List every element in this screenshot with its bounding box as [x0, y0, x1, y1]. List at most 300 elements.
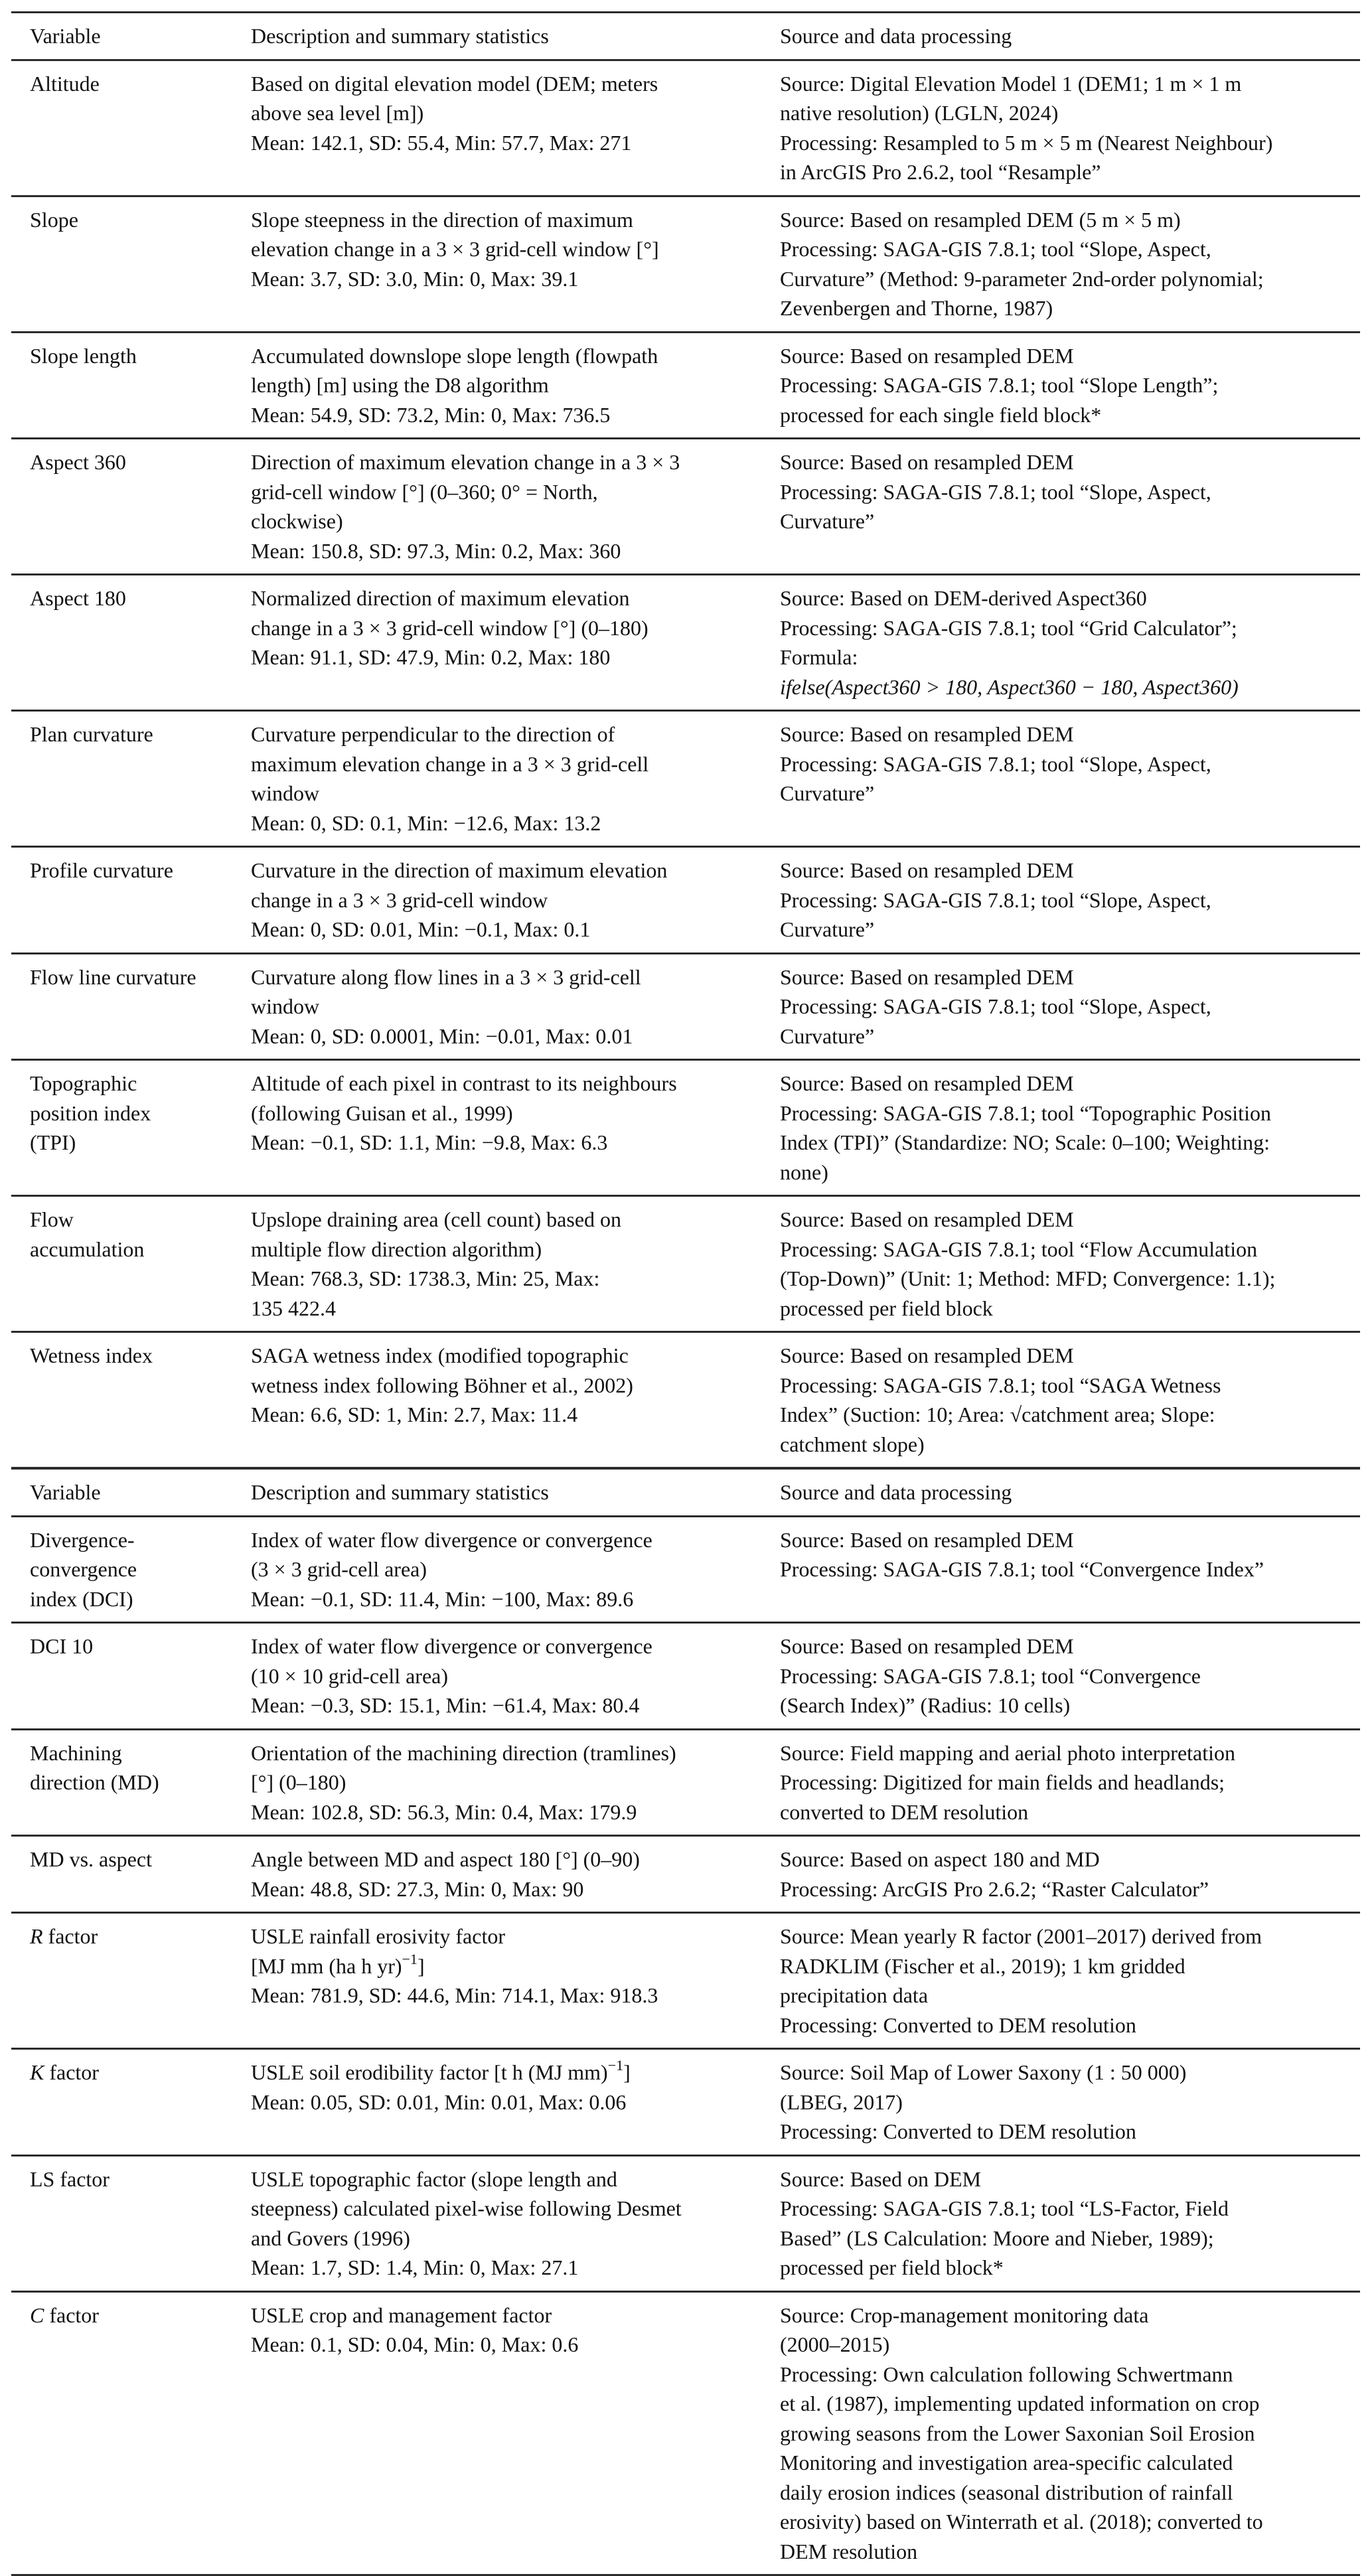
description-line — [251, 1981, 755, 2010]
description-line — [251, 506, 755, 536]
description-text: multiple flow direction algorithm) — [251, 1237, 542, 1261]
source-line: et al. (1987), implementing updated information on crop — [780, 2391, 1260, 2415]
source-line: Source: Based on resampled DEM — [780, 1343, 1074, 1367]
source-line: Curvature” — [780, 1023, 875, 1048]
description-text: Mean: 6.6, SD: 1, Min: 2.7, Max: 11.4 — [251, 1402, 578, 1426]
variable-cell — [11, 1332, 232, 1468]
description-line — [251, 808, 755, 838]
table-row — [11, 196, 1360, 332]
description-cell — [232, 953, 761, 1060]
source-line: Monitoring and investigation area-specific calculated — [780, 2451, 1233, 2474]
variable-name-line — [30, 2301, 226, 2330]
description-line — [251, 128, 755, 158]
variable-name-line: Topographic — [30, 1071, 137, 1095]
description-line — [251, 2253, 755, 2283]
description-line — [251, 1922, 755, 1951]
description-line — [251, 1264, 755, 1294]
table-row — [11, 1332, 1360, 1468]
description-text: Mean: −0.1, SD: 1.1, Min: −9.8, Max: 6.3 — [251, 1130, 608, 1154]
variable-name-line — [30, 1922, 226, 1951]
description-text: Slope steepness in the direction of maximum — [251, 207, 633, 232]
table-row — [11, 1913, 1360, 2049]
source-cell — [761, 332, 1360, 439]
source-line: converted to DEM resolution — [780, 1799, 1029, 1824]
description-line — [251, 2058, 755, 2087]
description-cell — [232, 1516, 761, 1623]
source-line: Processing: Converted to DEM resolution — [780, 2119, 1136, 2143]
table-row — [11, 332, 1360, 439]
description-line — [251, 264, 755, 294]
source-line: Curvature” — [780, 509, 875, 533]
description-line — [251, 2224, 755, 2253]
description-line — [251, 477, 755, 507]
variable-cell — [11, 1196, 232, 1332]
variable-cell — [11, 439, 232, 575]
variable-cell — [11, 847, 232, 954]
table-row — [11, 1060, 1360, 1196]
source-line: RADKLIM (Fischer et al., 2019); 1 km gridded — [780, 1953, 1185, 1978]
description-cell — [232, 332, 761, 439]
source-line: Source: Mean yearly R factor (2001–2017) derived from — [780, 1924, 1262, 1948]
description-text: USLE crop and management factor — [251, 2303, 552, 2327]
source-line: Processing: SAGA-GIS 7.8.1; tool “LS-Factor, Field — [780, 2196, 1229, 2220]
variable-cell — [11, 2155, 232, 2291]
source-line: Source: Based on resampled DEM — [780, 964, 1074, 989]
variable-cell — [11, 332, 232, 439]
source-cell — [761, 953, 1360, 1060]
source-line: Processing: SAGA-GIS 7.8.1; tool “Slope Length”; — [780, 373, 1219, 397]
variable-name-line: Divergence- — [30, 1527, 135, 1552]
variable-cell — [11, 60, 232, 196]
description-line — [251, 915, 755, 945]
variable-name-line: direction (MD) — [30, 1770, 159, 1794]
variable-cell — [11, 1060, 232, 1196]
description-text: elevation change in a 3 × 3 grid-cell window [°] — [251, 237, 659, 261]
source-line: Processing: SAGA-GIS 7.8.1; tool “Slope, Aspect, — [780, 994, 1211, 1018]
description-text: Mean: 48.8, SD: 27.3, Min: 0, Max: 90 — [251, 1876, 584, 1901]
description-line — [251, 1099, 755, 1128]
variable-name-rest: factor — [44, 2303, 99, 2327]
description-text: Mean: 3.7, SD: 3.0, Min: 0, Max: 39.1 — [251, 266, 579, 291]
description-text: Mean: 91.1, SD: 47.9, Min: 0.2, Max: 180 — [251, 645, 611, 669]
table-body — [11, 60, 1360, 1468]
source-cell — [761, 2291, 1360, 2575]
description-line — [251, 370, 755, 400]
description-text: Curvature perpendicular to the direction of — [251, 722, 615, 746]
source-cell — [761, 575, 1360, 711]
source-line: none) — [780, 1160, 828, 1184]
source-line: Processing: SAGA-GIS 7.8.1; tool “SAGA Wetness — [780, 1373, 1221, 1397]
source-line: Processing: ArcGIS Pro 2.6.2; “Raster Calculator” — [780, 1876, 1209, 1901]
variable-name-line: (TPI) — [30, 1130, 76, 1154]
source-line: DEM resolution — [780, 2539, 918, 2563]
description-text: Accumulated downslope slope length (flowpath — [251, 343, 658, 368]
source-line: Processing: SAGA-GIS 7.8.1; tool “Convergence Index” — [780, 1557, 1264, 1581]
source-line: (2000–2015) — [780, 2332, 890, 2356]
description-line — [251, 856, 755, 885]
source-line: Source: Based on resampled DEM — [780, 1207, 1074, 1231]
unit-bracket: ] — [417, 1953, 425, 1978]
description-cell — [232, 1623, 761, 1730]
header-variable: Variable — [30, 24, 101, 48]
table-row — [11, 1516, 1360, 1623]
description-text: Upslope draining area (cell count) based on — [251, 1207, 622, 1231]
table-header-row — [11, 1469, 1360, 1517]
source-line: Processing: Digitized for main fields and headlands; — [780, 1770, 1225, 1794]
table-row — [11, 575, 1360, 711]
description-text: and Govers (1996) — [251, 2226, 410, 2250]
description-cell — [232, 1332, 761, 1468]
table-row — [11, 2291, 1360, 2575]
description-line — [251, 98, 755, 128]
source-cell — [761, 1623, 1360, 1730]
description-line — [251, 341, 755, 371]
description-text: Mean: −0.1, SD: 11.4, Min: −100, Max: 89.6 — [251, 1586, 634, 1611]
source-cell — [761, 1060, 1360, 1196]
description-line — [251, 205, 755, 235]
variable-symbol: R — [30, 1924, 43, 1948]
description-text: window — [251, 781, 320, 805]
description-line — [251, 1341, 755, 1371]
source-line: Source: Based on aspect 180 and MD — [780, 1847, 1100, 1871]
description-line — [251, 2330, 755, 2360]
source-cell — [761, 1196, 1360, 1332]
source-cell — [761, 711, 1360, 847]
source-line: growing seasons from the Lower Saxonian Soil Erosion — [780, 2421, 1255, 2445]
description-line — [251, 2301, 755, 2330]
variable-cell — [11, 575, 232, 711]
description-line — [251, 720, 755, 749]
source-cell — [761, 196, 1360, 332]
description-cell — [232, 575, 761, 711]
variable-name-line: position index — [30, 1100, 151, 1125]
source-cell — [761, 1913, 1360, 2049]
description-text: Mean: 0.1, SD: 0.04, Min: 0, Max: 0.6 — [251, 2332, 579, 2356]
source-line: processed per field block — [780, 1296, 993, 1320]
description-line — [251, 962, 755, 992]
variable-cell — [11, 1836, 232, 1913]
source-line: Formula: — [780, 645, 858, 669]
variable-symbol: C — [30, 2303, 44, 2327]
source-line: Processing: Resampled to 5 m × 5 m (Nearest Neighbour) — [780, 130, 1273, 155]
table-row — [11, 1623, 1360, 1730]
description-line — [251, 400, 755, 430]
variable-name-line: accumulation — [30, 1237, 145, 1261]
source-line: in ArcGIS Pro 2.6.2, tool “Resample” — [780, 160, 1101, 184]
description-line — [251, 1797, 755, 1827]
source-cell — [761, 2155, 1360, 2291]
description-text: USLE rainfall erosivity factor — [251, 1924, 505, 1948]
source-cell — [761, 2049, 1360, 2156]
source-cell — [761, 1729, 1360, 1836]
description-line — [251, 583, 755, 613]
source-line: Curvature” — [780, 781, 875, 805]
source-line: Curvature” (Method: 9-parameter 2nd-order polynomial; — [780, 266, 1264, 291]
description-line — [251, 1768, 755, 1797]
description-line — [251, 2164, 755, 2194]
source-line: (Search Index)” (Radius: 10 cells) — [780, 1693, 1071, 1717]
source-line: daily erosion indices (seasonal distribution of rainfall — [780, 2480, 1233, 2504]
source-line: Source: Soil Map of Lower Saxony (1 : 50 000) — [780, 2060, 1187, 2084]
source-cell — [761, 439, 1360, 575]
header-description: Description and summary statistics — [251, 24, 549, 48]
source-cell — [761, 60, 1360, 196]
description-line — [251, 1205, 755, 1235]
source-line: Processing: SAGA-GIS 7.8.1; tool “Topographic Position — [780, 1100, 1271, 1125]
table-row — [11, 711, 1360, 847]
variable-name-line: Machining — [30, 1740, 122, 1765]
variable-name-line: Slope — [30, 207, 78, 232]
description-line — [251, 779, 755, 808]
variable-cell — [11, 1516, 232, 1623]
source-line: Source: Digital Elevation Model 1 (DEM1; 1 m × 1 m — [780, 71, 1242, 96]
table-header-row — [11, 13, 1360, 60]
source-cell — [761, 1332, 1360, 1468]
source-cell — [761, 847, 1360, 954]
variable-name-line: Flow line curvature — [30, 964, 196, 989]
description-line — [251, 1294, 755, 1324]
description-cell — [232, 711, 761, 847]
description-text: steepness) calculated pixel-wise following Desmet — [251, 2196, 682, 2220]
variable-cell — [11, 2049, 232, 2156]
description-text: Mean: 0.05, SD: 0.01, Min: 0.01, Max: 0.06 — [251, 2089, 627, 2114]
source-line: Source: Based on resampled DEM — [780, 1634, 1074, 1658]
variable-cell — [11, 1729, 232, 1836]
description-text: maximum elevation change in a 3 × 3 grid-cell — [251, 751, 649, 776]
header-source: Source and data processing — [780, 1480, 1012, 1504]
source-line: Zevenbergen and Thorne, 1987) — [780, 296, 1053, 320]
variable-name-line: Aspect 180 — [30, 586, 126, 610]
variable-cell — [11, 953, 232, 1060]
description-text: change in a 3 × 3 grid-cell window — [251, 887, 548, 912]
variable-name-line: Wetness index — [30, 1343, 153, 1367]
source-line: Source: Based on DEM — [780, 2166, 982, 2191]
description-text: grid-cell window [°] (0–360; 0° = North, — [251, 479, 598, 504]
description-text: Mean: 0, SD: 0.01, Min: −0.1, Max: 0.1 — [251, 917, 591, 941]
variable-name-line — [30, 2058, 226, 2087]
description-text: Mean: 0, SD: 0.0001, Min: −0.01, Max: 0.01 — [251, 1023, 633, 1048]
table-body — [11, 1516, 1360, 2575]
description-text: Mean: 1.7, SD: 1.4, Min: 0, Max: 27.1 — [251, 2255, 579, 2279]
variable-cell — [11, 1913, 232, 2049]
description-line — [251, 1631, 755, 1661]
description-text: Mean: 54.9, SD: 73.2, Min: 0, Max: 736.5 — [251, 402, 611, 427]
description-text: Curvature along flow lines in a 3 × 3 grid-cell — [251, 964, 641, 989]
description-text: Normalized direction of maximum elevation — [251, 586, 630, 610]
description-cell — [232, 1836, 761, 1913]
source-line: Processing: Own calculation following Schwertmann — [780, 2362, 1233, 2386]
source-line: Source: Based on resampled DEM — [780, 722, 1074, 746]
variable-name-line: Aspect 360 — [30, 450, 126, 474]
description-line — [251, 613, 755, 643]
description-text: 135 422.4 — [251, 1296, 336, 1320]
source-line: native resolution) (LGLN, 2024) — [780, 101, 1059, 125]
description-text: Angle between MD and aspect 180 [°] (0–90) — [251, 1847, 640, 1871]
table-row — [11, 1729, 1360, 1836]
description-cell — [232, 1060, 761, 1196]
description-line — [251, 2194, 755, 2224]
source-line: Source: Based on resampled DEM — [780, 858, 1074, 882]
source-line: Source: Based on resampled DEM — [780, 1071, 1074, 1095]
description-line — [251, 885, 755, 915]
description-cell — [232, 2049, 761, 2156]
variable-name-line: DCI 10 — [30, 1634, 94, 1658]
source-line: Processing: SAGA-GIS 7.8.1; tool “Convergence — [780, 1663, 1201, 1688]
description-text: Mean: 768.3, SD: 1738.3, Min: 25, Max: — [251, 1266, 600, 1290]
description-cell — [232, 1729, 761, 1836]
description-text: Altitude of each pixel in contrast to its neighbours — [251, 1071, 677, 1095]
description-text: SAGA wetness index (modified topographic — [251, 1343, 629, 1367]
table-row — [11, 60, 1360, 196]
variable-name-line: Slope length — [30, 343, 137, 368]
description-cell — [232, 847, 761, 954]
description-line — [251, 643, 755, 672]
description-line — [251, 1235, 755, 1264]
source-line: Based” (LS Calculation: Moore and Nieber, 1989); — [780, 2226, 1214, 2250]
description-text: (3 × 3 grid-cell area) — [251, 1557, 427, 1581]
description-text: (10 × 10 grid-cell area) — [251, 1663, 449, 1688]
description-line — [251, 749, 755, 779]
description-text: USLE soil erodibility factor [t h (MJ mm) — [251, 2060, 608, 2084]
source-line: Index” (Suction: 10; Area: √catchment area; Slope: — [780, 1402, 1215, 1426]
source-line: Source: Crop-management monitoring data — [780, 2303, 1149, 2327]
header-description: Description and summary statistics — [251, 1480, 549, 1504]
description-text: [MJ mm (ha h yr) — [251, 1953, 402, 1978]
table-row — [11, 2155, 1360, 2291]
source-cell — [761, 1836, 1360, 1913]
description-line — [251, 1400, 755, 1430]
description-line — [251, 1874, 755, 1904]
source-line: Index (TPI)” (Standardize: NO; Scale: 0–100; Weighting: — [780, 1130, 1270, 1154]
description-text: length) [m] using the D8 algorithm — [251, 373, 549, 397]
source-line: erosivity) based on Winterrath et al. (2018); converted to — [780, 2510, 1263, 2534]
source-line: Source: Based on resampled DEM — [780, 450, 1074, 474]
description-text: Based on digital elevation model (DEM; meters — [251, 71, 658, 96]
source-line: Curvature” — [780, 917, 875, 941]
variable-name-line: MD vs. aspect — [30, 1847, 152, 1871]
source-line: Processing: SAGA-GIS 7.8.1; tool “Slope, Aspect, — [780, 751, 1211, 776]
description-line — [251, 1554, 755, 1584]
description-text: wetness index following Böhner et al., 2002) — [251, 1373, 633, 1397]
description-text: Mean: −0.3, SD: 15.1, Min: −61.4, Max: 80.4 — [251, 1693, 640, 1717]
unit-exponent: −1 — [607, 2057, 624, 2074]
source-line: Processing: SAGA-GIS 7.8.1; tool “Slope, Aspect, — [780, 237, 1211, 261]
description-text: Index of water flow divergence or convergence — [251, 1527, 652, 1552]
description-line — [251, 1371, 755, 1401]
description-cell — [232, 2291, 761, 2575]
header-variable: Variable — [30, 1480, 101, 1504]
description-text: Direction of maximum elevation change in a 3 × 3 — [251, 450, 680, 474]
variable-name-rest: factor — [44, 2060, 99, 2084]
variable-name-line: Plan curvature — [30, 722, 153, 746]
description-line — [251, 1128, 755, 1158]
variables-table-part-1 — [11, 11, 1360, 1469]
description-cell — [232, 196, 761, 332]
description-text: above sea level [m]) — [251, 101, 424, 125]
description-line — [251, 536, 755, 566]
description-line — [251, 1022, 755, 1051]
table-row — [11, 439, 1360, 575]
description-text: Mean: 150.8, SD: 97.3, Min: 0.2, Max: 360 — [251, 538, 621, 563]
description-line — [251, 992, 755, 1022]
variable-cell — [11, 2291, 232, 2575]
description-text: change in a 3 × 3 grid-cell window [°] (0–180) — [251, 615, 648, 640]
table-row — [11, 847, 1360, 954]
description-line — [251, 1584, 755, 1614]
description-line — [251, 69, 755, 99]
description-line — [251, 234, 755, 264]
description-text: Index of water flow divergence or convergence — [251, 1634, 652, 1658]
source-cell — [761, 1516, 1360, 1623]
variable-name-line: Altitude — [30, 71, 100, 96]
source-line: (LBEG, 2017) — [780, 2089, 903, 2114]
description-text: [°] (0–180) — [251, 1770, 346, 1794]
header-source: Source and data processing — [780, 24, 1012, 48]
variable-name-line: index (DCI) — [30, 1586, 133, 1611]
description-cell — [232, 1913, 761, 2049]
description-cell — [232, 1196, 761, 1332]
source-line: processed for each single field block* — [780, 402, 1102, 427]
description-text: USLE topographic factor (slope length and — [251, 2166, 617, 2191]
variables-table-part-2 — [11, 1468, 1360, 2576]
source-line: Source: Based on resampled DEM (5 m × 5 m) — [780, 207, 1181, 232]
description-text: Curvature in the direction of maximum elevation — [251, 858, 668, 882]
variable-cell — [11, 711, 232, 847]
source-line: (Top-Down)” (Unit: 1; Method: MFD; Convergence: 1.1); — [780, 1266, 1276, 1290]
source-line: Source: Field mapping and aerial photo interpretation — [780, 1740, 1236, 1765]
description-text: Mean: 142.1, SD: 55.4, Min: 57.7, Max: 271 — [251, 130, 632, 155]
source-line: precipitation data — [780, 1983, 929, 2007]
description-line — [251, 447, 755, 477]
description-text: window — [251, 994, 320, 1018]
source-line: Processing: SAGA-GIS 7.8.1; tool “Grid Calculator”; — [780, 615, 1237, 640]
variable-cell — [11, 1623, 232, 1730]
unit-bracket: ] — [623, 2060, 631, 2084]
source-line: catchment slope) — [780, 1432, 925, 1456]
description-line — [251, 1951, 755, 1981]
variable-name-line: LS factor — [30, 2166, 110, 2191]
table-row — [11, 2049, 1360, 2156]
source-line: Processing: Converted to DEM resolution — [780, 2012, 1136, 2037]
description-text: Mean: 0, SD: 0.1, Min: −12.6, Max: 13.2 — [251, 810, 601, 835]
table-row — [11, 953, 1360, 1060]
description-line — [251, 1845, 755, 1874]
variable-name-rest: factor — [42, 1924, 98, 1948]
source-line: Processing: SAGA-GIS 7.8.1; tool “Slope, Aspect, — [780, 887, 1211, 912]
variable-symbol: K — [30, 2060, 44, 2084]
variable-cell — [11, 196, 232, 332]
description-cell — [232, 2155, 761, 2291]
source-line: Processing: SAGA-GIS 7.8.1; tool “Flow Accumulation — [780, 1237, 1258, 1261]
source-line: processed per field block* — [780, 2255, 1004, 2279]
unit-exponent: −1 — [402, 1950, 418, 1967]
source-line: Source: Based on resampled DEM — [780, 1527, 1074, 1552]
description-text: Orientation of the machining direction (tramlines) — [251, 1740, 676, 1765]
variable-name-line: Profile curvature — [30, 858, 173, 882]
description-line — [251, 1691, 755, 1720]
description-cell — [232, 60, 761, 196]
description-line — [251, 1525, 755, 1555]
variable-name-line: Flow — [30, 1207, 74, 1231]
source-line: Source: Based on DEM-derived Aspect360 — [780, 586, 1147, 610]
source-line: Source: Based on resampled DEM — [780, 343, 1074, 368]
variable-name-line: convergence — [30, 1557, 137, 1581]
description-text: Mean: 781.9, SD: 44.6, Min: 714.1, Max: 918.3 — [251, 1983, 658, 2007]
description-text: clockwise) — [251, 509, 343, 533]
description-text: Mean: 102.8, SD: 56.3, Min: 0.4, Max: 179.9 — [251, 1799, 637, 1824]
formula-line: ifelse(Aspect360 > 180, Aspect360 − 180, Aspect360) — [780, 674, 1239, 699]
description-line — [251, 1069, 755, 1099]
